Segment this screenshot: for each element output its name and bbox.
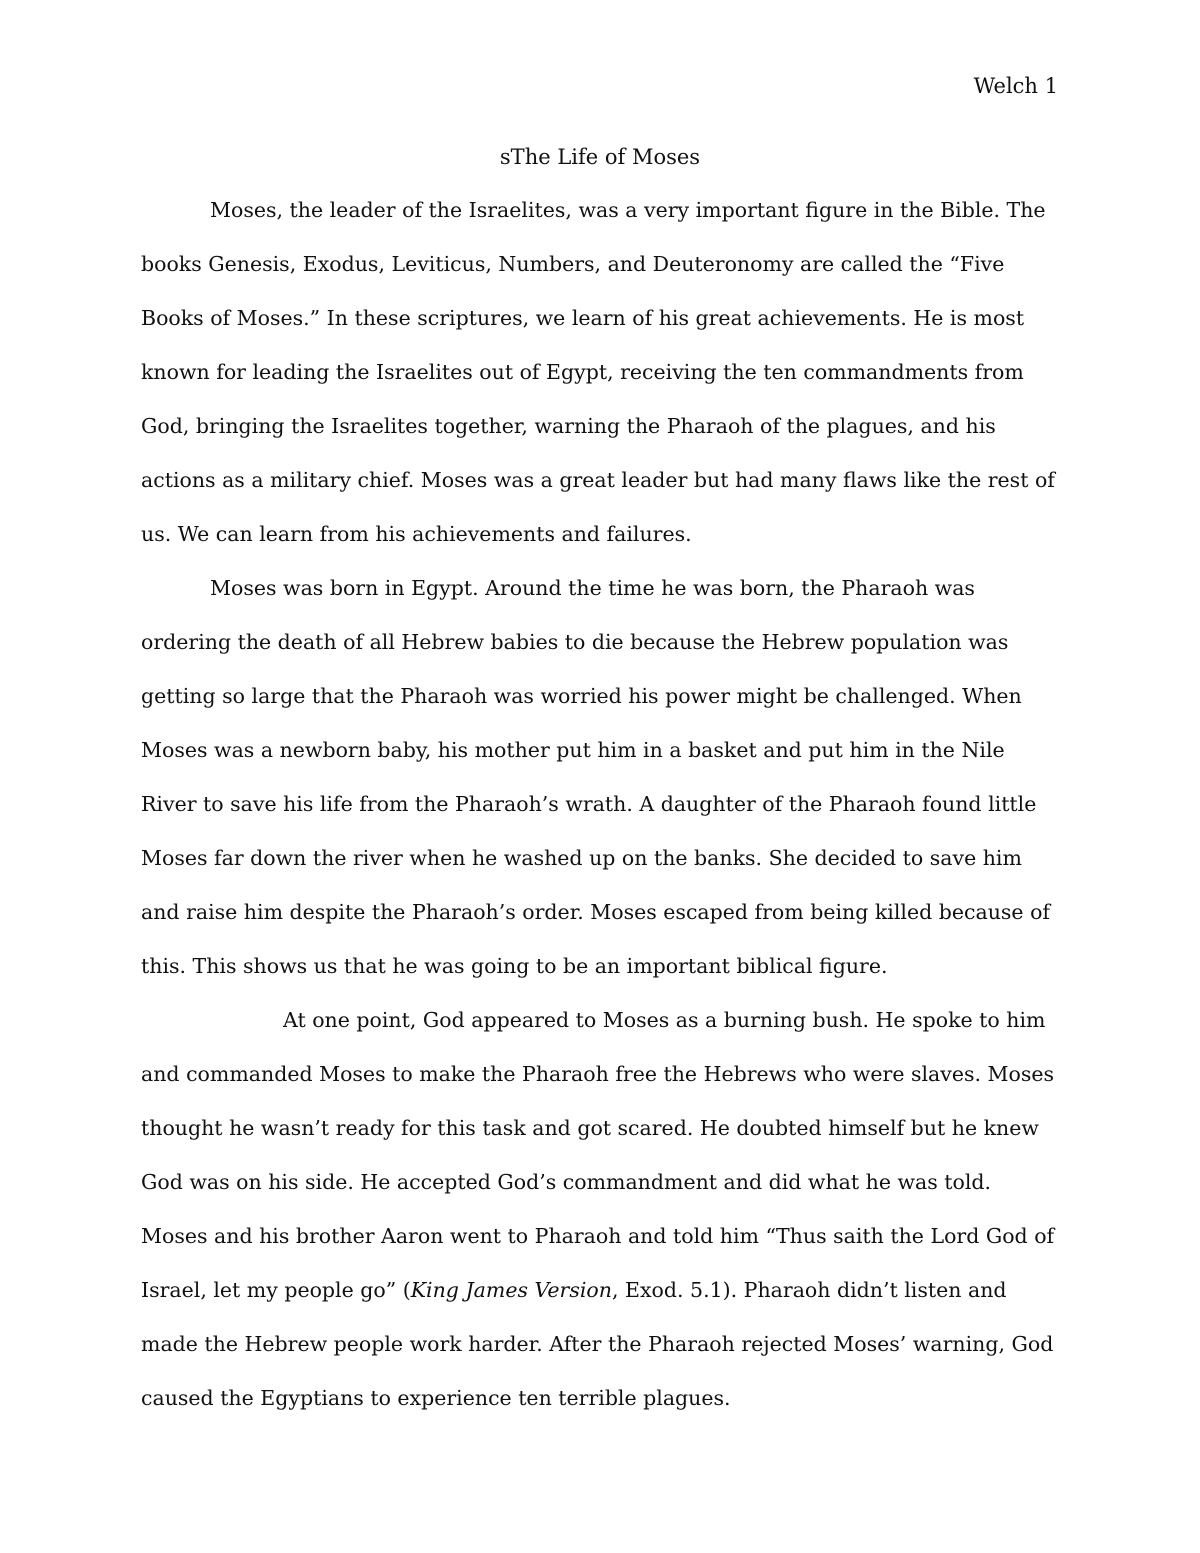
paragraph-2: Moses was born in Egypt. Around the time he was born, the Pharaoh was ordering the death of all Hebrew babies to die because the Hebrew population was getting so large that the Pharaoh was worried his power might be challenged. When Moses was a newborn baby, his mother put him in a basket and put him in the Nile River to save his life from the Pharaoh’s wrath. A daughter of the Pharaoh found little Moses far down the river when he washed up on the banks. She decided to save him and raise him despite the Pharaoh’s order. Moses escaped from being killed because of this. This shows us that he was going to be an important biblical figure. <box>141 576 1050 978</box>
paragraph-1: Moses, the leader of the Israelites, was a very important figure in the Bible. The books Genesis, Exodus, Leviticus, Numbers, and Deuteronomy are called the “Five Books of Moses.” In these scriptures, we learn of his great achievements. He is most known for leading the Israelites out of Egypt, receiving the ten commandments from God, bringing the Israelites together, warning the Pharaoh of the plagues, and his actions as a military chief. Moses was a great leader but had many flaws like the rest of us. We can learn from his achievements and failures. <box>141 198 1055 546</box>
document-body <box>141 183 1061 1425</box>
document-title: sThe Life of Moses <box>499 145 701 169</box>
page-header-number: Welch 1 <box>973 74 1058 98</box>
paragraph-3 <box>141 993 1061 1425</box>
paragraph-3-text-start: At one point, God appeared to Moses as a burning bush. He spoke to him and commanded Moses to make the Pharaoh free the Hebrews who were slaves. Moses thought he wasn’t ready for this task and got scared. He doubted himself but he knew God was on his side. He accepted God’s commandment and did what he was told. Moses and his brother Aaron went to Pharaoh and told him “Thus saith the Lord God of Israel, let my people go” ( <box>141 1008 1055 1302</box>
citation-title: King James Version <box>410 1278 612 1302</box>
paragraph-3-text-end: , Exod. 5.1). Pharaoh didn’t listen and made the Hebrew people work harder. After the Pharaoh rejected Moses’ warning, God caused the Egyptians to experience ten terrible plagues. <box>141 1278 1054 1410</box>
